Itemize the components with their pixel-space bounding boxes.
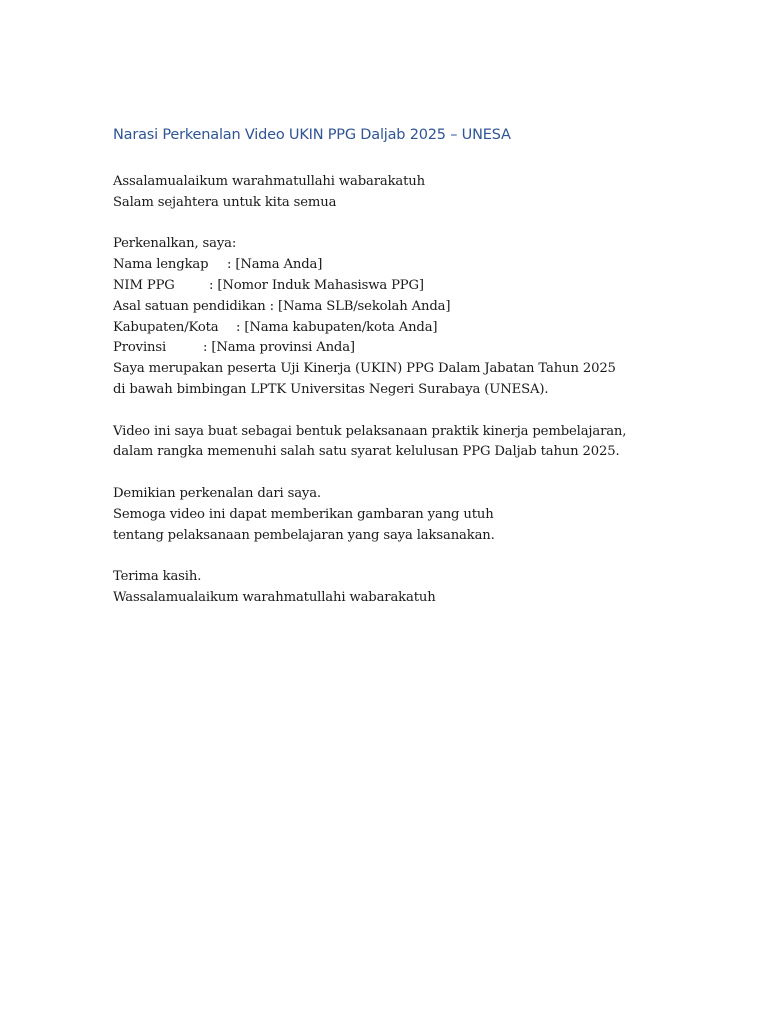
field-value: : [Nama Anda] xyxy=(227,257,323,273)
farewell-line: Terima kasih. xyxy=(113,569,202,585)
closing-line: Demikian perkenalan dari saya. xyxy=(113,485,321,501)
statement-line: di bawah bimbingan LPTK Universitas Negeri Surabaya (UNESA). xyxy=(113,381,549,397)
greeting-line: Assalamualaikum warahmatullahi wabarakatuh xyxy=(113,174,425,189)
purpose-line: dalam rangka memenuhi salah satu syarat kelulusan PPG Daljab tahun 2025. xyxy=(113,444,620,460)
document-content xyxy=(113,124,673,609)
field-value: : [Nama SLB/sekolah Anda] xyxy=(265,298,451,314)
closing-line: tentang pelaksanaan pembelajaran yang saya laksanakan. xyxy=(113,527,495,543)
farewell-paragraph xyxy=(113,567,673,609)
field-value: : [Nomor Induk Mahasiswa PPG] xyxy=(209,277,424,293)
document-title: Narasi Perkenalan Video UKIN PPG Daljab 2025 – UNESA xyxy=(113,127,511,143)
field-label: Kabupaten/Kota xyxy=(113,319,219,335)
field-row-provinsi xyxy=(113,338,673,359)
purpose-paragraph xyxy=(113,422,673,464)
field-row-kabupaten xyxy=(113,318,673,339)
closing-line: Semoga video ini dapat memberikan gambaran yang utuh xyxy=(113,506,494,522)
statement-line: Saya merupakan peserta Uji Kinerja (UKIN) PPG Dalam Jabatan Tahun 2025 xyxy=(113,361,616,377)
field-row-asal xyxy=(113,297,673,318)
field-row-nama xyxy=(113,255,673,276)
greeting-paragraph xyxy=(113,172,673,214)
field-label: Provinsi xyxy=(113,340,167,356)
field-row-nim xyxy=(113,276,673,297)
greeting-line: Salam sejahtera untuk kita semua xyxy=(113,194,337,210)
introduction-paragraph xyxy=(113,234,673,400)
field-label: Nama lengkap xyxy=(113,257,209,273)
closing-paragraph xyxy=(113,484,673,546)
purpose-line: Video ini saya buat sebagai bentuk pelaksanaan praktik kinerja pembelajaran, xyxy=(113,423,627,439)
field-value: : [Nama provinsi Anda] xyxy=(203,340,355,356)
introduction-heading: Perkenalkan, saya: xyxy=(113,236,237,252)
farewell-line: Wassalamualaikum warahmatullahi wabarakatuh xyxy=(113,589,436,605)
field-label: Asal satuan pendidikan xyxy=(113,298,266,314)
field-value: : [Nama kabupaten/kota Anda] xyxy=(236,319,438,335)
field-label: NIM PPG xyxy=(113,277,175,293)
